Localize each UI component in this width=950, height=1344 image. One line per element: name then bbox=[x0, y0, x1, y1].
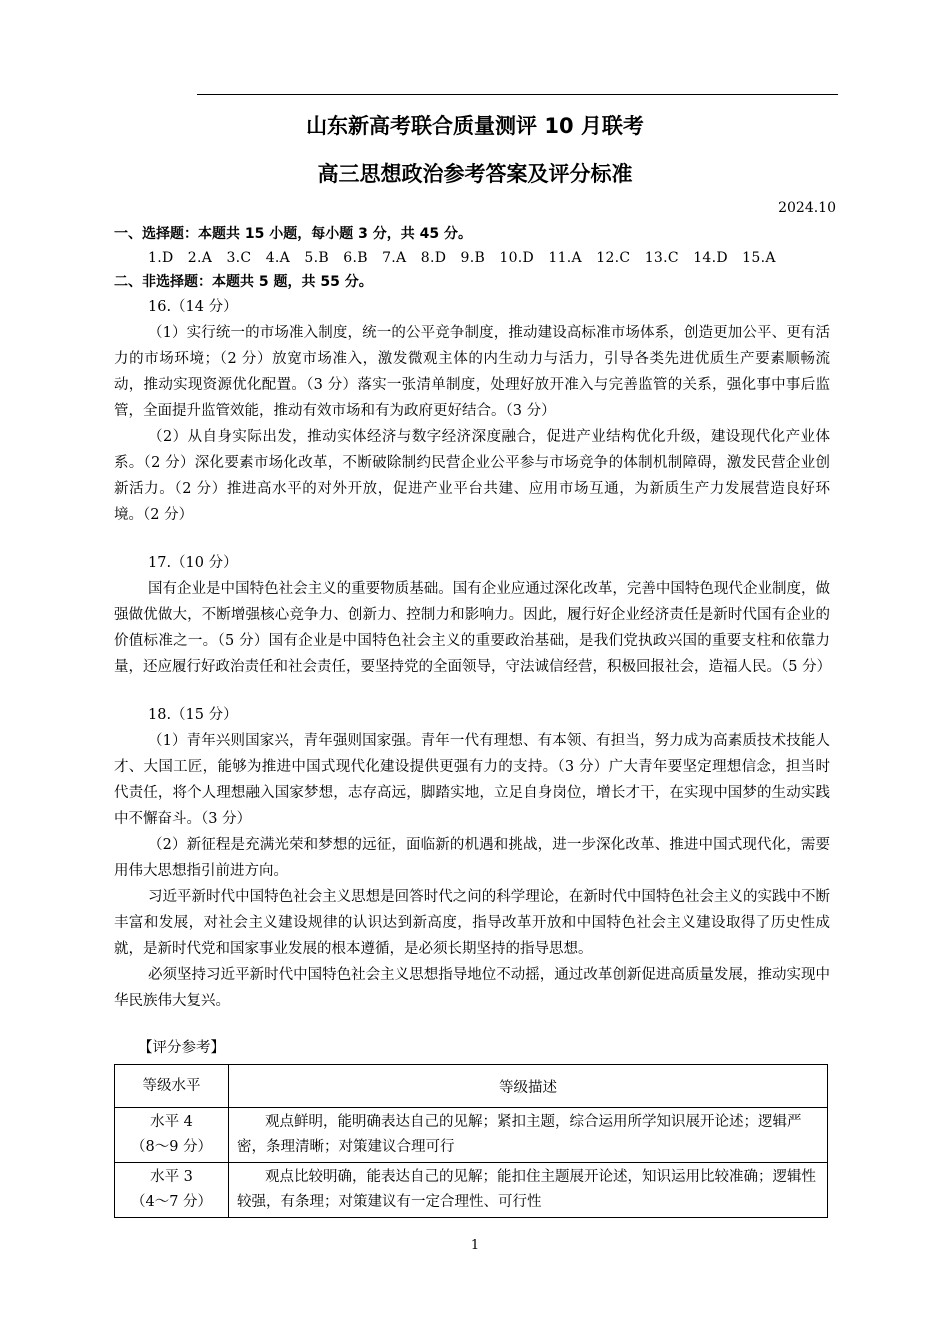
rubric-range: （8～9 分） bbox=[130, 1139, 213, 1155]
page-number: 1 bbox=[470, 1238, 480, 1253]
q16-paragraph-2: （2）从自身实际出发，推动实体经济与数字经济深度融合，促进产业结构优化升级，建设现代化产业体系。（2 分）深化要素市场化改革，不断破除制约民营企业公平参与市场竞争的体制机制障碍，激发民营企业创新活力。（2 分）推进高水平的对外开放，促进产业平台共建、应用市场互通，为新质生产力发展营造良好环境。（2 分） bbox=[114, 429, 830, 523]
rubric-level-cell bbox=[115, 1163, 229, 1218]
rubric-header-row bbox=[115, 1065, 828, 1108]
rubric-desc: 观点比较明确，能表达自己的见解；能扣住主题展开论述，知识运用比较准确；逻辑性较强，有条理；对策建议有一定合理性、可行性 bbox=[229, 1163, 828, 1218]
document-body bbox=[114, 222, 830, 1218]
section2-heading: 二、非选择题：本题共 5 题，共 55 分。 bbox=[114, 274, 373, 290]
header-rule bbox=[197, 94, 838, 95]
table-row bbox=[115, 1163, 828, 1218]
section1-heading: 一、选择题：本题共 15 小题，每小题 3 分，共 45 分。 bbox=[114, 226, 472, 242]
q16-paragraph-1: （1）实行统一的市场准入制度，统一的公平竞争制度，推动建设高标准市场体系，创造更加公平、更有活力的市场环境；（2 分）放宽市场准入，激发微观主体的内生动力与活力，引导各类先进优质生产要素顺畅流动，推动实现资源优化配置。（3 分）落实一张清单制度，处理好放开准入与完善监管的关系，强化事中事后监管，全面提升监管效能，推动有效市场和有为政府更好结合。（3 分） bbox=[114, 325, 830, 419]
choice-answers: 1.D 2.A 3.C 4.A 5.B 6.B 7.A 8.D 9.B 10.D 11.A 12.C 13.C 14.D 15.A bbox=[148, 250, 776, 266]
q16-heading: 16.（14 分） bbox=[148, 299, 238, 315]
q18-paragraph-3: 习近平新时代中国特色社会主义思想是回答时代之问的科学理论，在新时代中国特色社会主义的实践中不断丰富和发展，对社会主义建设规律的认识达到新高度，指导改革开放和中国特色社会主义建设取得了历史性成就，是新时代党和国家事业发展的根本遵循，是必须长期坚持的指导思想。 bbox=[114, 889, 830, 957]
q18-heading: 18.（15 分） bbox=[148, 707, 238, 723]
table-row bbox=[115, 1108, 828, 1163]
rubric-desc: 观点鲜明，能明确表达自己的见解；紧扣主题，综合运用所学知识展开论述；逻辑严密，条理清晰；对策建议合理可行 bbox=[229, 1108, 828, 1163]
rubric-level: 水平 4 bbox=[150, 1114, 193, 1130]
q17-heading: 17.（10 分） bbox=[148, 555, 238, 571]
q18-paragraph-4: 必须坚持习近平新时代中国特色社会主义思想指导地位不动摇，通过改革创新促进高质量发展，推动实现中华民族伟大复兴。 bbox=[114, 967, 830, 1009]
q17-paragraph-1: 国有企业是中国特色社会主义的重要物质基础。国有企业应通过深化改革，完善中国特色现代企业制度，做强做优做大，不断增强核心竞争力、创新力、控制力和影响力。因此，履行好企业经济责任是新时代国有企业的价值标准之一。（5 分）国有企业是中国特色社会主义的重要政治基础，是我们党执政兴国的重要支柱和依靠力量，还应履行好政治责任和社会责任，要坚持党的全面领导，守法诚信经营，积极回报社会，造福人民。（5 分） bbox=[114, 581, 832, 675]
rubric-col-desc: 等级描述 bbox=[229, 1065, 828, 1108]
document-date: 2024.10 bbox=[778, 200, 836, 216]
document-title: 山东新高考联合质量测评 10 月联考 bbox=[306, 114, 644, 138]
rubric-table bbox=[114, 1064, 828, 1218]
rubric-level-cell bbox=[115, 1108, 229, 1163]
q18-paragraph-1: （1）青年兴则国家兴，青年强则国家强。青年一代有理想、有本领、有担当，努力成为高素质技术技能人才、大国工匠，能够为推进中国式现代化建设提供更强有力的支持。（3 分）广大青年要坚定理想信念，担当时代责任，将个人理想融入国家梦想，志存高远，脚踏实地，立足自身岗位，增长才干，在实现中国梦的生动实践中不懈奋斗。（3 分） bbox=[114, 733, 830, 827]
rubric-level: 水平 3 bbox=[150, 1169, 193, 1185]
document-subtitle: 高三思想政治参考答案及评分标准 bbox=[317, 162, 633, 186]
rubric-col-level: 等级水平 bbox=[115, 1065, 229, 1108]
rubric-range: （4～7 分） bbox=[130, 1194, 213, 1210]
q18-paragraph-2: （2）新征程是充满光荣和梦想的远征，面临新的机遇和挑战，进一步深化改革、推进中国式现代化，需要用伟大思想指引前进方向。 bbox=[114, 837, 830, 879]
rubric-label: 【评分参考】 bbox=[138, 1040, 225, 1056]
